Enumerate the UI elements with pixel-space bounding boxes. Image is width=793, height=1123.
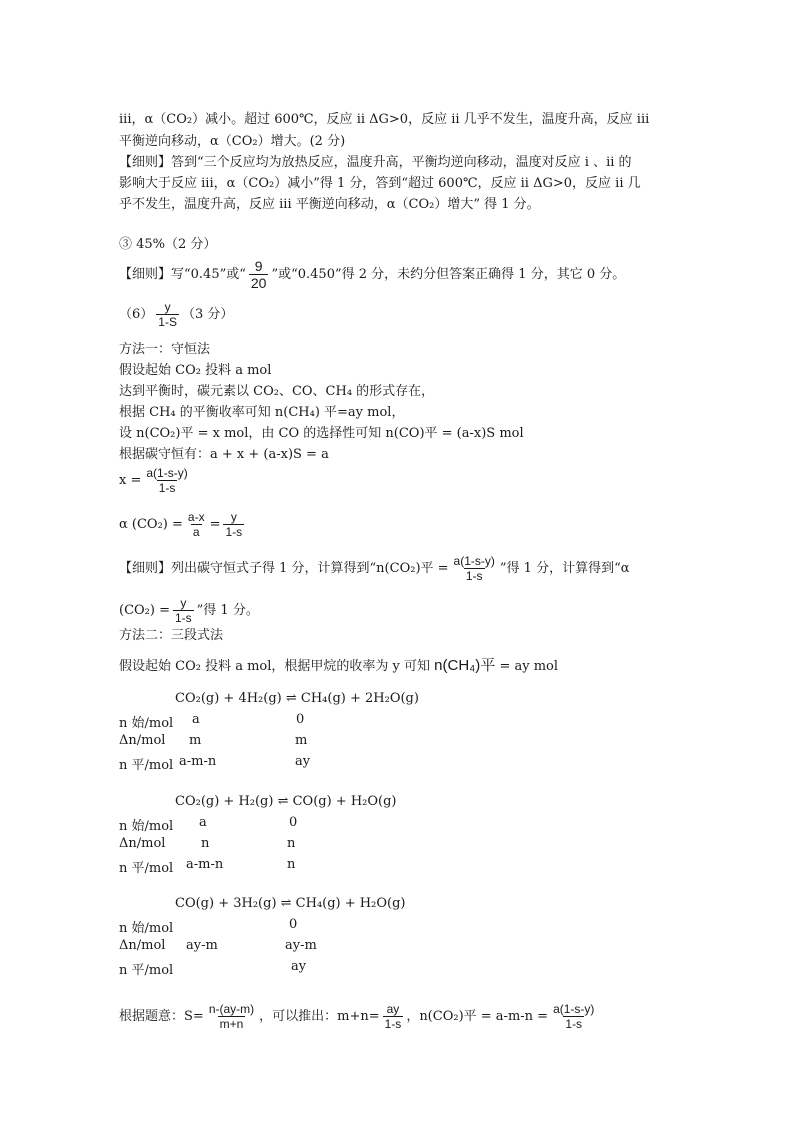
row-label-eq: n 平/mol [119,758,174,773]
fraction-answer [156,300,179,329]
reaction-equation: CO(g) + 3H₂(g) ⇌ CH₄(g) + H₂O(g) [175,896,406,911]
rule-line [119,258,625,291]
text-segment: α (CO₂) = [119,517,183,532]
fraction-r3 [173,596,194,625]
table-cell: a [199,815,207,830]
table-cell: m [295,733,308,748]
text-line: 假设起始 CO₂ 投料 a mol [119,363,272,378]
conclusion-line [119,1002,599,1031]
fraction-den: 1-s [225,525,243,539]
row-label-delta: Δn/mol [119,938,166,953]
table-cell: 0 [289,917,298,932]
fraction-last [551,1002,596,1031]
method-title: 方法二：三段式法 [119,628,224,643]
table-cell: a-m-n [179,754,217,769]
fraction-y [223,510,244,539]
text-line: 达到平衡时，碳元素以 CO₂、CO、CH₄ 的形式存在， [119,384,435,399]
fraction-den: 1-s [384,1017,402,1031]
text-line: 根据 CH₄ 的平衡收率可知 n(CH₄) 平=ay mol， [119,405,405,420]
equation-x [119,466,193,495]
text-segment: 根据题意：S= [119,1009,204,1024]
table-cell: n [287,836,296,851]
text-line: ③ 45%（2 分） [119,237,217,252]
text-segment: ，可以推出：m+n= [259,1009,380,1024]
row-label-delta: Δn/mol [119,836,166,851]
answer-line [119,300,233,329]
fraction-num: a(1-s-y) [553,1002,595,1016]
fraction-num: a(1-s-y) [146,466,188,480]
text-segment: ”得 1 分。 [196,603,259,618]
rule-line [119,596,259,625]
fraction-num: y [164,300,171,314]
row-label-eq: n 平/mol [119,963,174,978]
text-segment: (CO₂) = [119,603,170,618]
fraction-9-20 [249,258,269,291]
fraction-num: y [180,596,187,610]
fraction-den: 1-s [565,1017,583,1031]
table-cell: a-m-n [186,857,224,872]
text-line: 根据碳守恒有：a + x + (a-x)S = a [119,447,329,462]
text-segment: 假设起始 CO₂ 投料 a mol，根据甲烷的收率为 y 可知 [119,659,431,674]
fraction-num: ay [386,1002,400,1016]
text-line: 设 n(CO₂)平 = x mol，由 CO 的选择性可知 n(CO)平 = (a-x)S mol [119,426,524,441]
row-label-start: n 始/mol [119,921,174,936]
fraction-den: m+n [219,1017,244,1031]
fraction-num: a-x [187,510,205,524]
text-line [119,658,558,675]
text-segment: = ay mol [499,659,559,674]
fraction-num: 9 [254,258,263,274]
table-cell: ay [291,959,307,974]
fraction-den: 1-s [174,611,192,625]
text-line: 平衡逆向移动，α（CO₂）增大。(2 分) [119,134,346,149]
text-segment: （3 分） [181,307,234,322]
row-label-eq: n 平/mol [119,861,174,876]
fraction-den: 1-s [465,569,483,583]
fraction-den: 1-s [158,481,176,495]
text-line: 影响大于反应 iii，α（CO₂）减小”得 1 分，答到“超过 600℃，反应 ii ΔG>0，反应 ii 几 [119,176,641,191]
text-segment: （6） [119,307,154,322]
fraction-den: a [192,525,200,539]
text-segment: 【细则】列出碳守恒式子得 1 分，计算得到“n(CO₂)平 = [119,561,449,576]
row-label-start: n 始/mol [119,716,174,731]
table-cell: n [287,857,296,872]
table-cell: 0 [296,712,305,727]
text-line: 【细则】答到“三个反应均为放热反应，温度升高，平衡均逆向移动，温度对反应 i 、ii 的 [119,155,632,170]
table-cell: ay [295,754,311,769]
reaction-equation: CO₂(g) + H₂(g) ⇌ CO(g) + H₂O(g) [175,794,397,809]
row-label-start: n 始/mol [119,819,174,834]
text-segment: x = [119,473,142,488]
text-segment: ”或“0.450”得 2 分，未约分但答案正确得 1 分，其它 0 分。 [271,267,626,282]
text-segment: ”得 1 分，计算得到“α [499,561,630,576]
method-title: 方法一：守恒法 [119,342,211,357]
fraction-den: 1-S [158,315,177,329]
table-cell: ay-m [285,938,317,953]
fraction-x [144,466,189,495]
text-segment: n(CH₄)平 [434,657,496,674]
fraction-S [207,1002,256,1031]
text-segment: ，n(CO₂)平 = a-m-n = [406,1009,549,1024]
fraction-mn [383,1002,404,1031]
table-cell: 0 [289,815,298,830]
text-line: iii，α（CO₂）减小。超过 600℃，反应 ii ΔG>0，反应 ii 几乎不发生，温度升高，反应 iii [119,112,650,127]
table-cell: a [192,712,200,727]
equation-alpha [119,510,247,539]
text-segment: 【细则】写“0.45”或“ [119,267,246,282]
fraction-den: 20 [250,275,267,291]
fraction-num: a(1-s-y) [453,554,495,568]
text-segment: = [209,517,221,532]
table-cell: n [201,836,210,851]
row-label-delta: Δn/mol [119,733,166,748]
table-cell: m [189,733,202,748]
fraction-ax [186,510,207,539]
fraction-r2 [452,554,497,583]
fraction-num: n-(ay-m) [208,1002,255,1016]
text-line: 乎不发生，温度升高，反应 iii 平衡逆向移动，α（CO₂）增大” 得 1 分。 [119,197,540,212]
rule-line [119,554,630,583]
table-cell: ay-m [186,938,218,953]
reaction-equation: CO₂(g) + 4H₂(g) ⇌ CH₄(g) + 2H₂O(g) [175,691,419,706]
fraction-num: y [230,510,237,524]
